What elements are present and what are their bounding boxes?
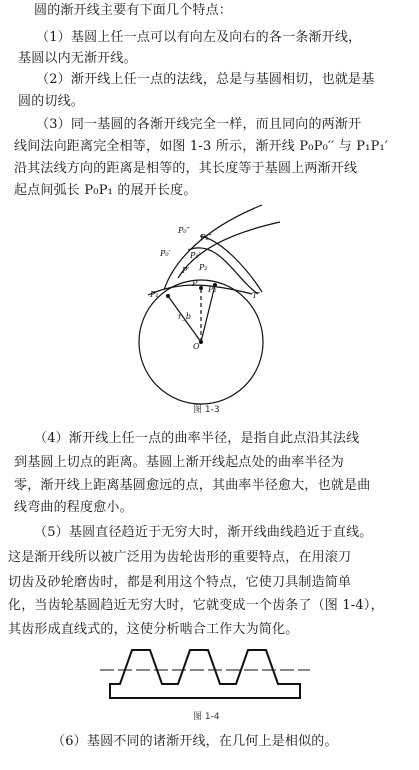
point-p [199, 286, 203, 290]
text-line-4: （2）渐开线上任一点的法线，总是与基圆相切，也就是基 [36, 72, 375, 87]
figure-1-4-rack-diagram [100, 640, 310, 710]
label-p1-prime: P₁′ [190, 251, 201, 260]
figure-1-4-caption: 图 1-4 [193, 712, 220, 722]
label-p2-prime: P₂ [199, 263, 208, 272]
label-t-double-prime: T″ [252, 291, 261, 300]
rack-tooth-profile [110, 650, 300, 698]
text-line-5: 圆的切线。 [18, 94, 85, 109]
label-o: O [193, 342, 200, 351]
label-p0-prime: P₀′ [160, 249, 171, 258]
label-p1: P₁ [150, 290, 159, 299]
text-line-8: 沿其法线方向的距离是相等的，其长度等于基圆上两渐开线 [14, 161, 358, 176]
text-line-15: 这是渐开线所以被广泛用为齿轮齿形的重要特点，在用滚刀 [8, 550, 352, 565]
text-line-13: 线弯曲的程度愈小。 [14, 500, 133, 515]
figure-1-3-caption: 图 1-3 [193, 405, 220, 415]
label-p-prime: P′ [182, 266, 190, 275]
text-line-3: 基圆以内无渐开线。 [18, 51, 137, 66]
label-rb: r_b [178, 312, 191, 321]
involute-p1 [178, 222, 280, 278]
text-line-1: 圆的渐开线主要有下面几个特点： [34, 3, 233, 18]
text-line-19: （6）基圆不同的诸渐开线，在几何上是相似的。 [52, 734, 338, 749]
involute-outer-right [200, 236, 262, 292]
text-line-11: 到基圆上切点的距离。基圆上渐开线起点处的曲率半径为 [14, 455, 345, 470]
text-line-18: 其齿形成直线式的，这使分析啮合工作大为简化。 [8, 622, 299, 637]
text-line-7: 线间法向距离完全相等，如图 1-3 所示，渐开线 P₀P₀′′ 与 P₁P₁′ [14, 139, 389, 154]
text-line-10: （4）渐开线上任一点的曲率半径，是指自此点沿其法线 [34, 431, 360, 446]
text-line-17: 化，当齿轮基圆趋近无穷大时，它就变成一个齿条了（图 1-4）， [8, 598, 384, 613]
label-p0-double-prime: P₀″ [178, 226, 190, 235]
label-p: P [192, 279, 198, 288]
text-line-12: 零，渐开线上距离基圆愈远的点，其曲率半径愈大，也就是曲 [14, 478, 371, 493]
text-line-6: （3）同一基圆的各渐开线完全一样，而且同向的两渐开 [36, 117, 362, 132]
point-p1 [166, 294, 170, 298]
text-line-2: （1）基圆上任一点可以有向左及向右的各一条渐开线， [36, 30, 362, 45]
figure-1-3-involute-diagram [130, 200, 310, 405]
center-o [199, 340, 203, 344]
text-line-9: 起点间弧长 P₀P₁ 的展开长度。 [14, 183, 197, 198]
label-p2: P₂ [208, 285, 217, 294]
text-line-16: 切齿及砂轮磨齿时，都是利用这个特点，它使刀具制造简单 [8, 575, 352, 590]
label-p1-double-prime: P₁″ [200, 233, 212, 242]
text-line-14: （5）基圆直径趋近于无穷大时，渐开线曲线趋近于直线。 [34, 525, 373, 540]
